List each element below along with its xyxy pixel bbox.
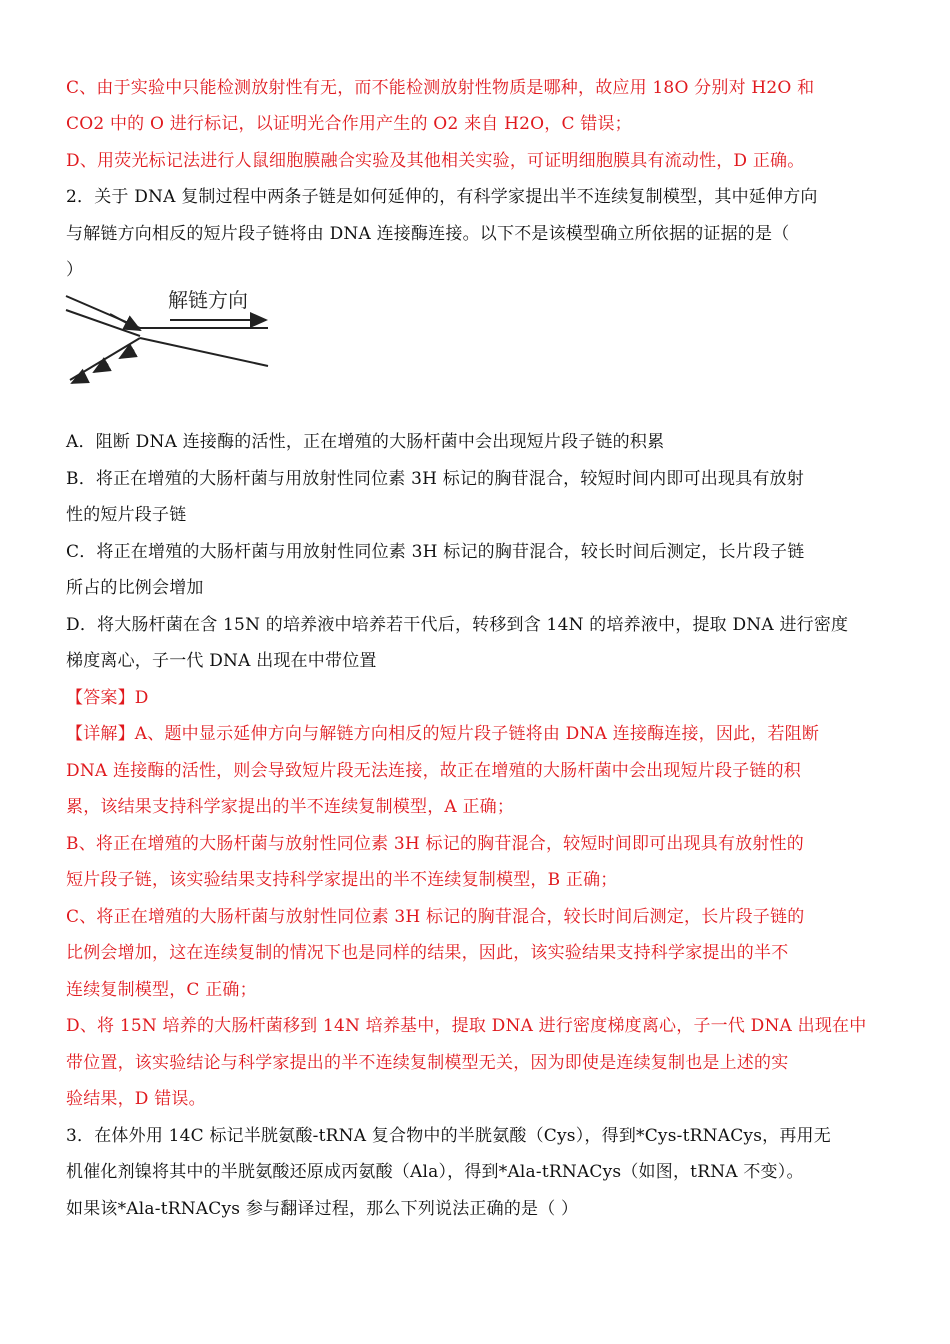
figure-label: 解链方向 <box>168 288 248 312</box>
option-a: A．阻断 DNA 连接酶的活性，正在增殖的大肠杆菌中会出现短片段子链的积累 <box>66 432 665 452</box>
lower-left-strand <box>70 338 140 380</box>
explanation-line: D、将 15N 培养的大肠杆菌移到 14N 培养基中，提取 DNA 进行密度梯度离心，子一代 DNA 出现在中 <box>66 1016 867 1036</box>
explanation-line: 验结果，D 错误。 <box>66 1089 206 1109</box>
explanation-line: 带位置，该实验结论与科学家提出的半不连续复制模型无关，因为即使是连续复制也是上述的实 <box>66 1053 789 1073</box>
option-b: 性的短片段子链 <box>66 505 187 525</box>
dna-replication-fork-diagram <box>62 284 282 394</box>
explanation-line: 短片段子链，该实验结果支持科学家提出的半不连续复制模型，B 正确； <box>66 870 618 890</box>
option-c: C．将正在增殖的大肠杆菌与用放射性同位素 3H 标记的胸苷混合，较长时间后测定，长片段子链 <box>66 542 805 562</box>
okazaki-fragment-arrow <box>120 350 134 358</box>
question-2-stem: 2．关于 DNA 复制过程中两条子链是如何延伸的，有科学家提出半不连续复制模型，其中延伸方向 <box>66 187 818 207</box>
answer-line: 【答案】D <box>66 688 149 708</box>
text-line: CO2 中的 O 进行标记，以证明光合作用产生的 O2 来自 H2O，C 错误； <box>66 114 632 134</box>
option-d: D．将大肠杆菌在含 15N 的培养液中培养若干代后，转移到含 14N 的培养液中，提取 DNA 进行密度 <box>66 615 849 635</box>
explanation-line: DNA 连接酶的活性，则会导致短片段无法连接，故正在增殖的大肠杆菌中会出现短片段子链的积 <box>66 761 801 781</box>
question-3-stem: 3．在体外用 14C 标记半胱氨酸-tRNA 复合物中的半胱氨酸（Cys），得到*Cys-tRNACys，再用无 <box>66 1126 831 1146</box>
question-3-stem: 机催化剂镍将其中的半胱氨酸还原成丙氨酸（Ala），得到*Ala-tRNACys（如图，tRNA 不变）。 <box>66 1162 804 1182</box>
replication-fork-svg <box>62 284 282 394</box>
explanation-line: 【详解】A、题中显示延伸方向与解链方向相反的短片段子链将由 DNA 连接酶连接，因此，若阻断 <box>66 724 820 744</box>
text-line: D、用荧光标记法进行人鼠细胞膜融合实验及其他相关实验，可证明细胞膜具有流动性，D 正确。 <box>66 151 805 171</box>
option-d: 梯度离心，子一代 DNA 出现在中带位置 <box>66 651 377 671</box>
lower-right-strand <box>140 338 268 366</box>
option-b: B．将正在增殖的大肠杆菌与用放射性同位素 3H 标记的胸苷混合，较短时间内即可出现具有放射 <box>66 469 804 489</box>
question-2-stem: 与解链方向相反的短片段子链将由 DNA 连接酶连接。以下不是该模型确立所依据的证据的是（ <box>66 224 790 244</box>
explanation-line: 连续复制模型，C 正确； <box>66 980 257 1000</box>
text-line: C、由于实验中只能检测放射性有无，而不能检测放射性物质是哪种，故应用 18O 分别对 H2O 和 <box>66 78 815 98</box>
explanation-line: C、将正在增殖的大肠杆菌与放射性同位素 3H 标记的胸苷混合，较长时间后测定，长片段子链的 <box>66 907 805 927</box>
option-c: 所占的比例会增加 <box>66 578 204 598</box>
question-3-stem: 如果该*Ala-tRNACys 参与翻译过程，那么下列说法正确的是（ ） <box>66 1199 579 1219</box>
explanation-line: 比例会增加，这在连续复制的情况下也是同样的结果，因此，该实验结果支持科学家提出的半不 <box>66 943 789 963</box>
question-2-stem: ） <box>66 260 84 280</box>
explanation-line: B、将正在增殖的大肠杆菌与放射性同位素 3H 标记的胸苷混合，较短时间即可出现具有放射性的 <box>66 834 804 854</box>
explanation-line: 累，该结果支持科学家提出的半不连续复制模型，A 正确； <box>66 797 515 817</box>
